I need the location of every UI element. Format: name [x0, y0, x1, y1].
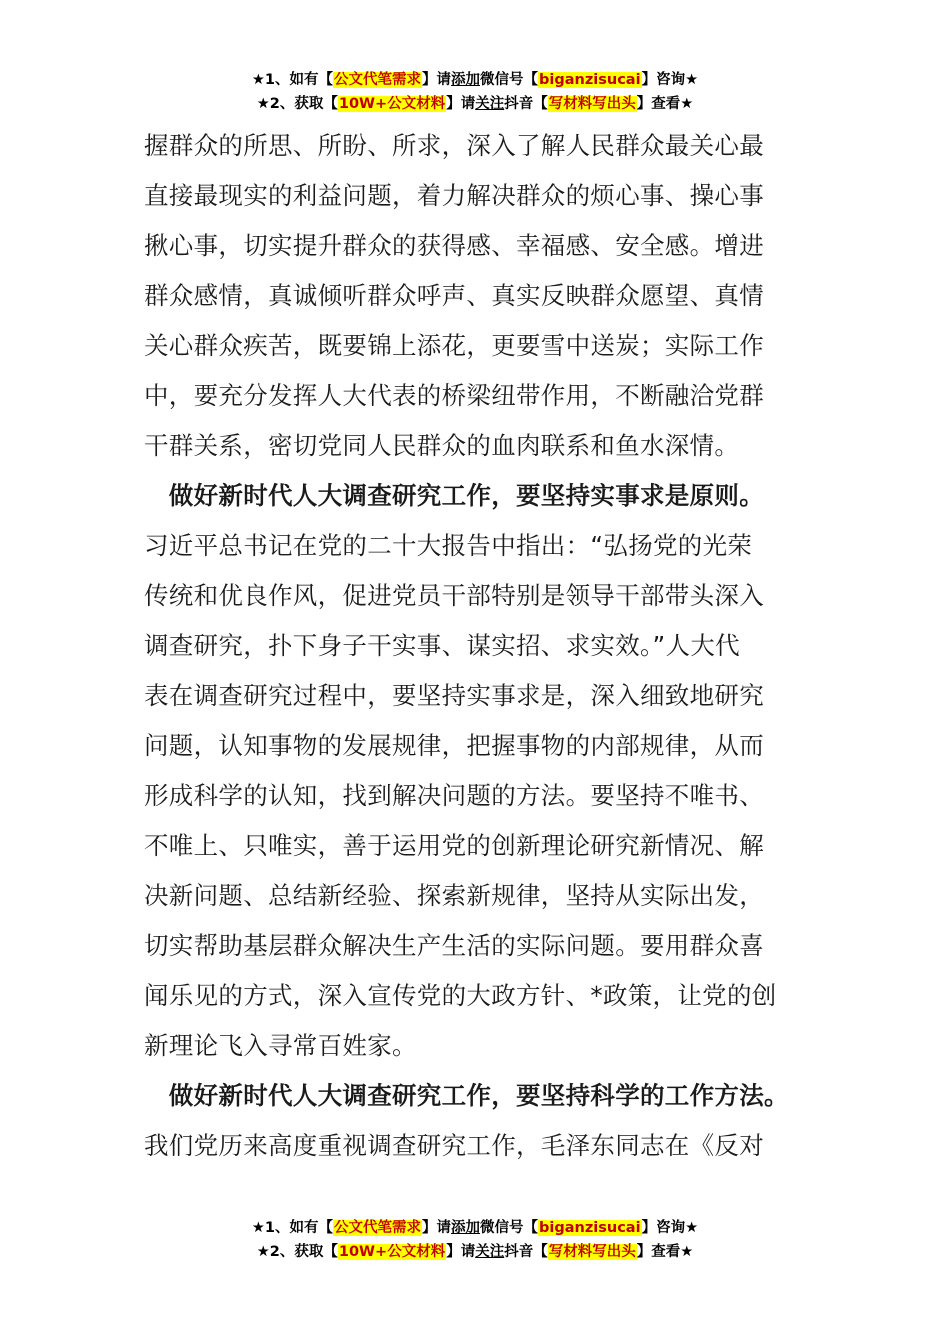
highlight-wechat-id: biganzisucai [539, 1220, 641, 1236]
body-line: 揪心事，切实提升群众的获得感、幸福感、安全感。增进 [144, 231, 764, 260]
body-line: 习近平总书记在党的二十大报告中指出：“弘扬党的光荣 [144, 531, 753, 560]
body-line: 调查研究，扑下身子干实事、谋实招、求实效。”人大代 [144, 631, 740, 660]
notice-text: 】请 [422, 72, 452, 88]
body-line: 传统和优良作风，促进党员干部特别是领导干部带头深入 [144, 581, 764, 610]
notice-text: ★1、如有【 [251, 72, 334, 88]
body-line: 问题，认知事物的发展规律，把握事物的内部规律，从而 [144, 731, 764, 760]
underlined-text: 添加 [451, 72, 481, 88]
notice-text: 】请 [446, 96, 476, 112]
notice-line-1 [0, 1216, 950, 1240]
notice-line-2 [0, 1240, 950, 1264]
highlight-wechat-id: biganzisucai [539, 72, 641, 88]
notice-text: 抖音【 [504, 1244, 548, 1260]
header-notice [0, 68, 950, 116]
underlined-text: 添加 [451, 1220, 481, 1236]
underlined-text: 关注 [475, 1244, 505, 1260]
highlight-materials: 10W+公文材料 [338, 1244, 446, 1260]
notice-line-1 [0, 68, 950, 92]
body-line: 干群关系，密切党同人民群众的血肉联系和鱼水深情。 [144, 431, 740, 460]
notice-text: 】查看★ [636, 1244, 694, 1260]
body-line: 表在调查研究过程中，要坚持实事求是，深入细致地研究 [144, 681, 764, 710]
section-heading: 做好新时代人大调查研究工作，要坚持实事求是原则。 [144, 481, 764, 510]
body-line: 不唯上、只唯实，善于运用党的创新理论研究新情况、解 [144, 831, 764, 860]
underlined-text: 关注 [475, 96, 505, 112]
highlight-douyin-account: 写材料写出头 [548, 1244, 636, 1260]
notice-text: ★2、获取【 [256, 96, 338, 112]
footer-notice [0, 1216, 950, 1264]
body-line: 切实帮助基层群众解决生产生活的实际问题。要用群众喜 [144, 931, 764, 960]
body-line: 新理论飞入寻常百姓家。 [144, 1031, 417, 1060]
highlight-service: 公文代笔需求 [334, 72, 422, 88]
notice-text: ★2、获取【 [256, 1244, 338, 1260]
document-body [144, 121, 820, 1171]
highlight-materials: 10W+公文材料 [338, 96, 446, 112]
body-line: 握群众的所思、所盼、所求，深入了解人民群众最关心最 [144, 131, 764, 160]
highlight-service: 公文代笔需求 [334, 1220, 422, 1236]
body-line: 形成科学的认知，找到解决问题的方法。要坚持不唯书、 [144, 781, 764, 810]
body-line: 群众感情，真诚倾听群众呼声、真实反映群众愿望、真情 [144, 281, 764, 310]
notice-text: ★1、如有【 [251, 1220, 334, 1236]
notice-text: 】咨询★ [641, 1220, 699, 1236]
body-line: 直接最现实的利益问题，着力解决群众的烦心事、操心事 [144, 181, 764, 210]
notice-text: 】请 [422, 1220, 452, 1236]
notice-text: 】咨询★ [641, 72, 699, 88]
highlight-douyin-account: 写材料写出头 [548, 96, 636, 112]
section-heading: 做好新时代人大调查研究工作，要坚持科学的工作方法。 [144, 1081, 789, 1110]
body-line: 中，要充分发挥人大代表的桥梁纽带作用，不断融洽党群 [144, 381, 764, 410]
notice-text: 】请 [446, 1244, 476, 1260]
notice-line-2 [0, 92, 950, 116]
notice-text: 微信号【 [480, 1220, 539, 1236]
notice-text: 微信号【 [480, 72, 539, 88]
body-line: 闻乐见的方式，深入宣传党的大政方针、*政策，让党的创 [144, 981, 777, 1010]
body-line: 关心群众疾苦，既要锦上添花，更要雪中送炭；实际工作 [144, 331, 764, 360]
notice-text: 抖音【 [504, 96, 548, 112]
notice-text: 】查看★ [636, 96, 694, 112]
body-line: 我们党历来高度重视调查研究工作，毛泽东同志在《反对 [144, 1131, 764, 1160]
body-line: 决新问题、总结新经验、探索新规律，坚持从实际出发， [144, 881, 764, 910]
